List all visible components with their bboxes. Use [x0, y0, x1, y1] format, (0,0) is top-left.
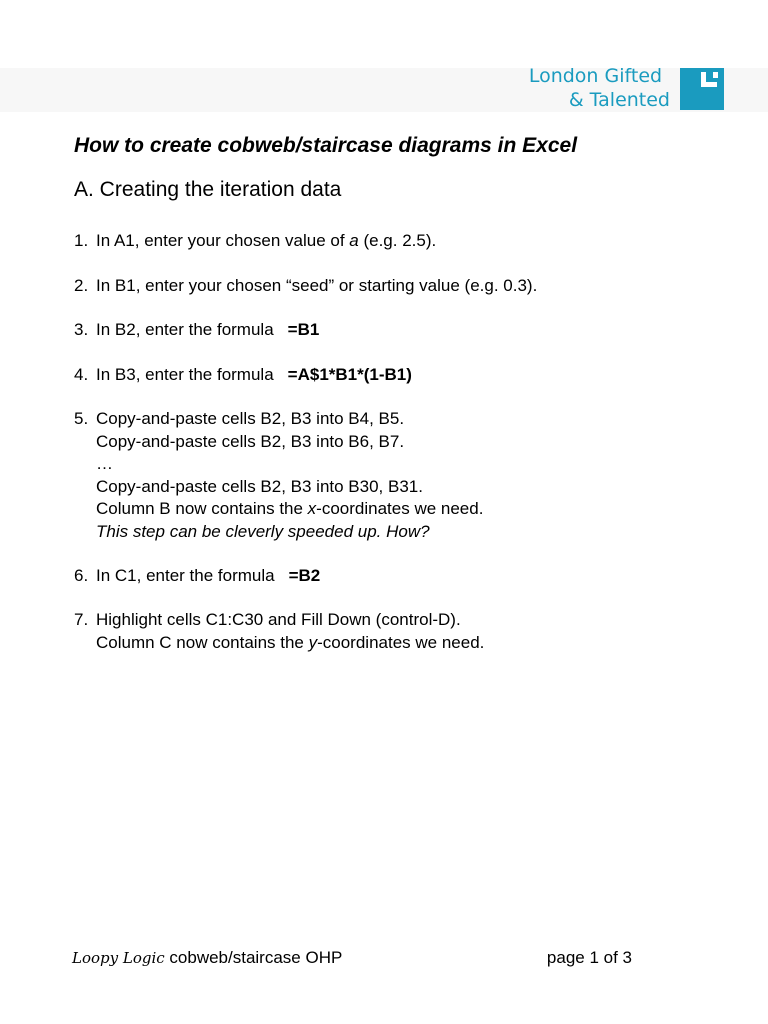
- step-number: 6.: [74, 566, 89, 585]
- step-number: 4.: [74, 365, 89, 384]
- section-heading: A. Creating the iteration data: [74, 178, 342, 201]
- step-text: In B2, enter the formula: [96, 320, 274, 339]
- step-7: [74, 609, 484, 654]
- variable-y: y: [308, 632, 318, 652]
- step-text: -coordinates we need.: [317, 632, 485, 652]
- ellipsis: …: [96, 454, 113, 473]
- brand-name: [529, 64, 670, 112]
- step-hint: This step can be cleverly speeded up. How?: [96, 521, 430, 541]
- page-number: page 1 of 3: [546, 948, 632, 967]
- step-3: [74, 319, 319, 342]
- step-text: Column C now contains the: [96, 632, 309, 652]
- variable-a: a: [349, 231, 359, 250]
- loopy-logic-logo: Loopy Logic: [72, 949, 165, 967]
- step-text: In B1, enter your chosen “seed” or starting value (e.g. 0.3).: [96, 276, 538, 295]
- lgt-logo-icon: [680, 68, 724, 110]
- step-text: In C1, enter the formula: [96, 566, 275, 585]
- page-footer: [72, 948, 632, 974]
- step-text: Highlight cells C1:C30 and Fill Down (control-D).: [96, 610, 461, 629]
- step-4: [74, 364, 412, 387]
- step-text: (e.g. 2.5).: [358, 231, 437, 250]
- footer-doc-name: cobweb/staircase OHP: [169, 948, 343, 967]
- formula: =B2: [288, 566, 321, 585]
- step-text: -coordinates we need.: [316, 499, 484, 518]
- step-5: [74, 408, 483, 543]
- step-text: Copy-and-paste cells B2, B3 into B4, B5.: [96, 409, 405, 428]
- step-text: In A1, enter your chosen value of: [96, 231, 350, 250]
- step-number: 5.: [74, 409, 89, 428]
- brand-line-1: London Gifted: [528, 65, 663, 87]
- step-number: 1.: [74, 231, 89, 250]
- variable-x: x: [307, 499, 317, 518]
- formula: =A$1*B1*(1-B1): [287, 365, 412, 384]
- step-number: 7.: [74, 610, 89, 629]
- step-text: Copy-and-paste cells B2, B3 into B6, B7.: [96, 431, 405, 451]
- brand-line-2: & Talented: [568, 89, 670, 111]
- step-text: In B3, enter the formula: [96, 365, 274, 384]
- formula: =B1: [287, 320, 320, 339]
- step-text: Column B now contains the: [96, 499, 308, 518]
- document-title: How to create cobweb/staircase diagrams in Excel: [74, 134, 578, 157]
- step-1: [74, 230, 436, 253]
- step-number: 2.: [74, 276, 89, 295]
- step-2: [74, 275, 537, 298]
- step-number: 3.: [74, 320, 89, 339]
- step-6: [74, 565, 320, 588]
- step-text: Copy-and-paste cells B2, B3 into B30, B31.: [96, 476, 423, 496]
